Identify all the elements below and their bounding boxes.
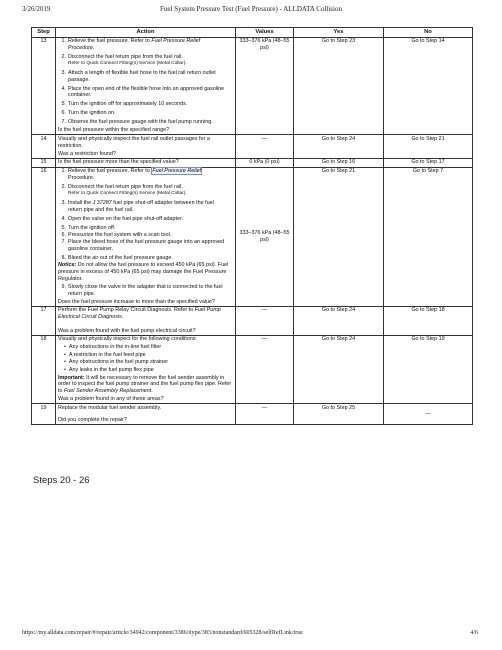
step-values: —	[236, 404, 294, 425]
col-no-header: No	[384, 28, 473, 38]
step-values: —	[236, 335, 294, 403]
section-heading: Steps 20 - 26	[33, 475, 90, 486]
yes-link[interactable]: Go to Step 24	[294, 335, 384, 403]
no-link[interactable]: Go to Step 7	[384, 167, 473, 306]
yes-link[interactable]: Go to Step 16	[294, 158, 384, 167]
header-title: Fuel System Pressure Test (Fuel Pressure) - ALLDATA Collision	[160, 5, 342, 13]
step-question: Was a restriction found?	[56, 150, 236, 158]
col-action-header: Action	[56, 28, 236, 38]
yes-link[interactable]: Go to Step 24	[294, 135, 384, 158]
table-row	[32, 404, 473, 417]
step-question: Is the fuel pressure within the specified range?	[56, 127, 236, 135]
doc-link[interactable]: Fuel Pump Electrical Circuit Diagnosis	[58, 307, 221, 321]
yes-link[interactable]: Go to Step 21	[294, 167, 384, 306]
step-values: —	[236, 306, 294, 335]
important-text: Important: It will be necessary to remove the fuel sender assembly in order to inspect the fuel pump strainer and the fuel pump flex pipe. Refer to Fuel Sender Assembly Replacement.	[58, 374, 232, 395]
step-question: Did you complete the repair?	[56, 417, 236, 425]
doc-link[interactable]: Fuel Pressure Relief	[152, 168, 202, 175]
col-yes-header: Yes	[294, 28, 384, 38]
table-row	[32, 135, 473, 150]
step-action: 1. Relieve the fuel pressure. Refer to Fuel Pressure Relief Procedure. 2. Disconnect the fuel return pipe from the fuel rail. Refer to Quick Connect Fitting(s) Service (Metal Collar). 3. Install the J 37287 fuel pipe shut-off adapter between the fuel return pipe and the fuel rail. 4. Open the valve on the fuel pipe shut-off adapter. 5. Turn the ignition off. 6. Pressurize the fuel system with a scan tool. 7. Place the bleed hose of the fuel pressure gauge into an approved gasoline container. 8. Bleed the air out of the fuel pressure gauge. Notice: Do not allow the fuel pressure to exceed 450 kPa (65 psi). Fuel pressure in excess of 450 kPa (65 psi) may damage the Fuel Pressure Regulator. 9. Slowly close the valve in the adapter that is connected to the fuel return pipe.	[56, 167, 236, 298]
step-question: Was a problem found with the fuel pump electrical circuit?	[56, 327, 236, 335]
step-number: 18	[32, 335, 56, 403]
notice-text: Notice: Do not allow the fuel pressure to exceed 450 kPa (65 psi). Fuel pressure in excess of 450 kPa (65 psi) may damage the Fuel Pressure Regulator.	[58, 262, 229, 282]
table-header-row	[32, 28, 473, 38]
step-values: 333–376 kPa (48–55 psi)	[236, 37, 294, 135]
step-question: Was a problem found in any of these areas?	[56, 395, 236, 403]
step-question: Does the fuel pressure increase to more than the specified value?	[56, 298, 236, 306]
diagnostic-steps-table	[31, 27, 473, 425]
step-action: 1. Relieve the fuel pressure. Refer to Fuel Pressure Relief Procedure. 2. Disconnect the fuel return pipe from the fuel rail. Refer to Quick Connect Fitting(s) Service (Metal Collar). 3. Attach a length of flexible fuel hose to the fuel rail return outlet passage. 4. Place the open end of the flexible hose into an approved gasoline container. 5. Turn the ignition off for approximately 10 seconds. 6. Turn the ignition on. 7. Observe the fuel pressure gauge with the fuel pump running.	[56, 37, 236, 126]
no-value: —	[384, 404, 473, 425]
yes-link[interactable]: Go to Step 24	[294, 306, 384, 335]
no-link[interactable]: Go to Step 21	[384, 135, 473, 158]
no-link[interactable]: Go to Step 18	[384, 306, 473, 335]
step-values: —	[236, 135, 294, 158]
header-date: 3/26/2019	[22, 5, 51, 13]
step-number: 19	[32, 404, 56, 425]
page-number: 4/6	[470, 630, 478, 636]
yes-link[interactable]: Go to Step 25	[294, 404, 384, 425]
step-action: Replace the modular fuel sender assembly.	[56, 404, 236, 417]
no-link[interactable]: Go to Step 17	[384, 158, 473, 167]
footer-url[interactable]: https://my.alldata.com/repair/#/repair/article/34942/component/3386/itype/383/nonstandard/605328/selfRefLink/true	[22, 630, 303, 636]
step-number: 13	[32, 37, 56, 135]
col-values-header: Values	[236, 28, 294, 38]
step-action: Visually and physically inspect for the following conditions: • Any obstructions in the in-line fuel filter • A restriction in the fuel feed pipe • Any obstructions in the fuel pump strainer • Any leaks in the fuel pump flex pipe Important: It will be necessary to remove the fuel sender assembly in order to inspect the fuel pump strainer and the fuel pump flex pipe. Refer to Fuel Sender Assembly Replacement.	[56, 335, 236, 395]
doc-link[interactable]: Refer to Quick Connect Fitting(s) Service (Metal Collar).	[68, 190, 187, 196]
no-link[interactable]: Go to Step 19	[384, 335, 473, 403]
doc-link[interactable]: Fuel Sender Assembly Replacement	[64, 388, 152, 395]
step-action: Perform the Fuel Pump Relay Circuit Diagnosis. Refer to Fuel Pump Electrical Circuit Diagnosis.	[56, 306, 236, 327]
table-row	[32, 167, 473, 298]
doc-link[interactable]: Fuel Pressure Relief Procedure	[68, 38, 201, 52]
step-number: 15	[32, 158, 56, 167]
step-values: 333–376 kPa (48–55 psi)	[236, 167, 294, 306]
no-link[interactable]: Go to Step 14	[384, 37, 473, 135]
step-number: 14	[32, 135, 56, 158]
col-step-header: Step	[32, 28, 56, 38]
step-number: 17	[32, 306, 56, 335]
step-number: 16	[32, 167, 56, 306]
yes-link[interactable]: Go to Step 23	[294, 37, 384, 135]
table-row	[32, 306, 473, 327]
step-action: Visually and physically inspect the fuel rail outlet passages for a restriction.	[56, 135, 236, 150]
step-question: Is the fuel pressure more than the specified value?	[56, 158, 236, 167]
doc-link[interactable]: Refer to Quick Connect Fitting(s) Service (Metal Collar).	[68, 60, 187, 66]
table-row	[32, 37, 473, 126]
table-row	[32, 158, 473, 167]
step-values: 0 kPa (0 psi)	[236, 158, 294, 167]
table-row	[32, 335, 473, 395]
